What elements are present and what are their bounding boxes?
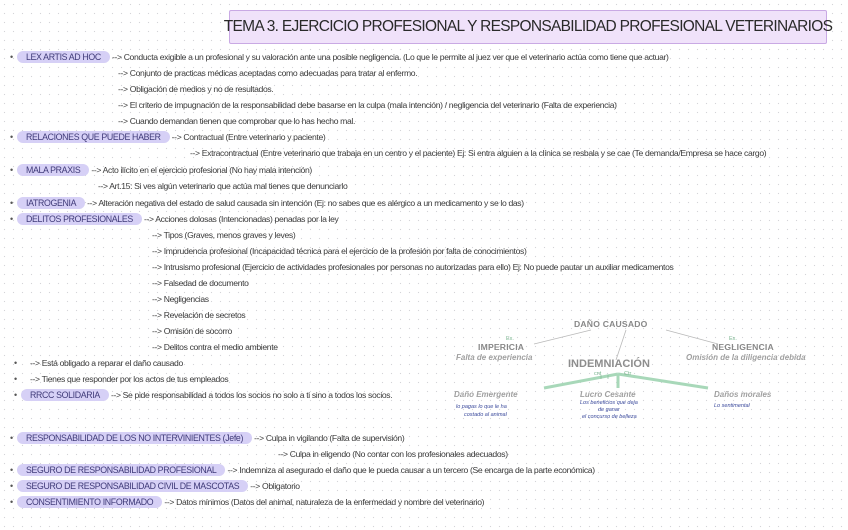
note-line <box>26 480 300 492</box>
arrow: --> <box>152 294 164 304</box>
arrow: --> <box>152 326 164 336</box>
note-line <box>152 229 295 241</box>
note-text: El criterio de impugnación de la responsabilidad debe basarse en la culpa (mala intención) / negligencia del veterinario (Falta de experiencia) <box>129 100 617 110</box>
note-line <box>152 341 278 353</box>
note-line <box>30 389 392 401</box>
highlighted-term: IATROGENIA <box>17 197 85 209</box>
note-text: Se pide responsabilidad a todos los socios no solo a ti sino a todos los socios. <box>122 390 393 400</box>
damage-diagram <box>446 312 830 424</box>
note-text: Está obligado a reparar el daño causado <box>41 358 183 368</box>
lucro-label: Lucro Cesante <box>580 390 636 399</box>
arrow: --> <box>87 198 99 208</box>
note-text: Cuando demandan tienen que comprobar que lo has hecho mal. <box>129 116 356 126</box>
arrow: --> <box>152 262 164 272</box>
impericia-tag: Ex. <box>506 336 514 342</box>
connector-impericia <box>534 330 591 344</box>
arrow: --> <box>152 342 164 352</box>
highlighted-term: DELITOS PROFESIONALES <box>17 213 142 225</box>
note-text: Extracontractual (Entre veterinario que trabaja en un centro y el paciente) Ej: Si entra alguien a la clínica se resbala y se cae (Te demanda/Empresa se hace cargo) <box>201 148 767 158</box>
arrow: --> <box>254 433 266 443</box>
lucro-note-3: el concurso de belleza <box>582 414 637 420</box>
bullet: • <box>10 214 14 224</box>
arrow: --> <box>278 449 290 459</box>
note-text: Alteración negativa del estado de salud causada sin intención (Ej: no sabes que es alérgico a un medicamento y se lo das) <box>98 198 524 208</box>
arrow: --> <box>30 374 42 384</box>
negligencia-tag: Ex. <box>729 336 737 342</box>
arrow: --> <box>152 246 164 256</box>
emergente-note-2: costado al animal <box>464 412 507 418</box>
lucro-note-1: Los beneficios que deja <box>580 400 638 406</box>
note-line <box>26 496 484 508</box>
arrow: --> <box>91 165 103 175</box>
note-line <box>26 213 338 225</box>
note-line <box>26 131 325 143</box>
arrow: --> <box>152 230 164 240</box>
note-text: Delitos contra el medio ambiente <box>163 342 278 352</box>
note-line <box>152 245 526 257</box>
bullet: • <box>10 465 14 475</box>
dano-causado-label: DAÑO CAUSADO <box>574 319 648 329</box>
note-text: Revelación de secretos <box>163 310 246 320</box>
highlighted-term: MALA PRAXIS <box>17 164 89 176</box>
note-text: Indemniza al asegurado el daño que le pueda causar a un tercero (Se encarga de la parte económica) <box>239 465 595 475</box>
note-line <box>26 51 669 63</box>
arrow: --> <box>143 214 156 224</box>
bullet: • <box>10 497 14 507</box>
note-line <box>26 432 404 444</box>
arrow: --> <box>152 310 164 320</box>
note-line <box>26 464 595 476</box>
note-line <box>118 83 273 95</box>
connector-morales <box>618 374 708 388</box>
note-line <box>26 197 524 209</box>
ind-right-tag: Ctr <box>624 371 632 377</box>
arrow: --> <box>118 116 130 126</box>
bullet: • <box>14 358 18 368</box>
negligencia-label: NEGLIGENCIA <box>712 342 774 352</box>
note-text: Imprudencia profesional (Incapacidad técnica para el ejercicio de la profesión por falta de conocimientos) <box>163 246 527 256</box>
note-text: Obligación de medios y no de resultados. <box>129 84 274 94</box>
bullet: • <box>14 390 18 400</box>
note-line <box>152 261 673 273</box>
note-text: Falsedad de documento <box>163 278 249 288</box>
arrow: --> <box>164 497 177 507</box>
connector-emergente <box>544 374 618 388</box>
arrow: --> <box>118 68 130 78</box>
note-line <box>30 357 183 369</box>
connector-negligencia <box>666 330 718 344</box>
note-line <box>190 147 766 159</box>
bullet: • <box>10 165 14 175</box>
arrow: --> <box>98 181 110 191</box>
note-text: Intrusismo profesional (Ejercicio de actividades profesionales por personas no autorizadas para ello) Ej: No puede pautar un auxiliar medicamentos <box>163 262 674 272</box>
arrow: --> <box>118 100 130 110</box>
note-line <box>118 99 617 111</box>
highlighted-term: RESPONSABILIDAD DE LOS NO INTERVINIENTES (Jefe) <box>17 432 252 444</box>
arrow: --> <box>30 358 42 368</box>
negligencia-desc: Omisión de la diligencia debida <box>686 353 806 362</box>
note-line <box>152 277 249 289</box>
note-text: Acciones dolosas (Intencionadas) penadas por la ley <box>155 214 339 224</box>
highlighted-term: RRCC SOLIDARIA <box>21 389 109 401</box>
lucro-note-2: de ganar <box>598 407 620 413</box>
morales-label: Daños morales <box>714 390 772 399</box>
note-line <box>152 325 232 337</box>
note-text: Conducta exigible a un profesional y su valoración ante una posible negligencia. (Lo que le permite al juez ver que el veterinario actúa como tiene que actuar) <box>123 52 669 62</box>
highlighted-term: RELACIONES QUE PUEDE HABER <box>17 131 170 143</box>
page-title: TEMA 3. EJERCICIO PROFESIONAL Y RESPONSABILIDAD PROFESIONAL VETERINARIOS <box>229 10 827 44</box>
note-text: Omisión de socorro <box>163 326 232 336</box>
note-text: Negligencias <box>163 294 209 304</box>
ind-left-tag: cnt <box>594 371 602 377</box>
indemnizacion-label: INDEMNIACIÓN <box>568 358 650 370</box>
note-text: Acto ilícito en el ejercicio profesional (No hay mala intención) <box>102 165 312 175</box>
emergente-label: Daño Emergente <box>454 390 518 399</box>
note-text: Conjunto de practicas médicas aceptadas como adecuadas para tratar al enfermo. <box>129 68 418 78</box>
note-text: Datos mínimos (Datos del animal, naturaleza de la enfermedad y nombre del veterinario) <box>176 497 485 507</box>
note-text: Contractual (Entre veterinario y paciente) <box>183 132 326 142</box>
arrow: --> <box>110 390 123 400</box>
note-text: Tienes que responder por los actos de tus empleados <box>41 374 229 384</box>
arrow: --> <box>118 84 130 94</box>
note-line <box>118 115 355 127</box>
note-line <box>278 448 508 460</box>
bullet: • <box>10 132 14 142</box>
note-text: Tipos (Graves, menos graves y leves) <box>163 230 296 240</box>
note-line <box>118 67 417 79</box>
note-line <box>152 309 245 321</box>
arrow: --> <box>250 481 263 491</box>
impericia-desc: Falta de experiencia <box>456 353 533 362</box>
arrow: --> <box>190 148 202 158</box>
note-text: Art.15: Si ves algún veterinario que actúa mal tienes que denunciarlo <box>109 181 348 191</box>
morales-note: Lo sentimental <box>714 403 750 409</box>
note-line <box>26 164 312 176</box>
note-line <box>152 293 209 305</box>
impericia-label: IMPERICIA <box>478 342 525 352</box>
emergente-note-1: lo pagas lo que le ha <box>456 404 507 410</box>
bullet: • <box>10 198 14 208</box>
highlighted-term: CONSENTIMIENTO INFORMADO <box>17 496 162 508</box>
highlighted-term: LEX ARTIS AD HOC <box>17 51 110 63</box>
note-text: Culpa in eligendo (No contar con los profesionales adecuados) <box>289 449 508 459</box>
highlighted-term: SEGURO DE RESPONSABILIDAD PROFESIONAL <box>17 464 225 476</box>
note-text: Obligatorio <box>262 481 300 491</box>
bullet: • <box>10 52 14 62</box>
highlighted-term: SEGURO DE RESPONSABILIDAD CIVIL DE MASCOTAS <box>17 480 248 492</box>
arrow: --> <box>152 278 164 288</box>
arrow: --> <box>111 52 124 62</box>
bullet: • <box>10 433 14 443</box>
arrow: --> <box>227 465 240 475</box>
note-line <box>30 373 228 385</box>
arrow: --> <box>171 132 184 142</box>
connector-indemnizacion <box>616 330 626 360</box>
bullet: • <box>10 481 14 491</box>
note-line <box>98 180 347 192</box>
note-text: Culpa in vigilando (Falta de supervisión) <box>265 433 405 443</box>
bullet: • <box>14 374 18 384</box>
